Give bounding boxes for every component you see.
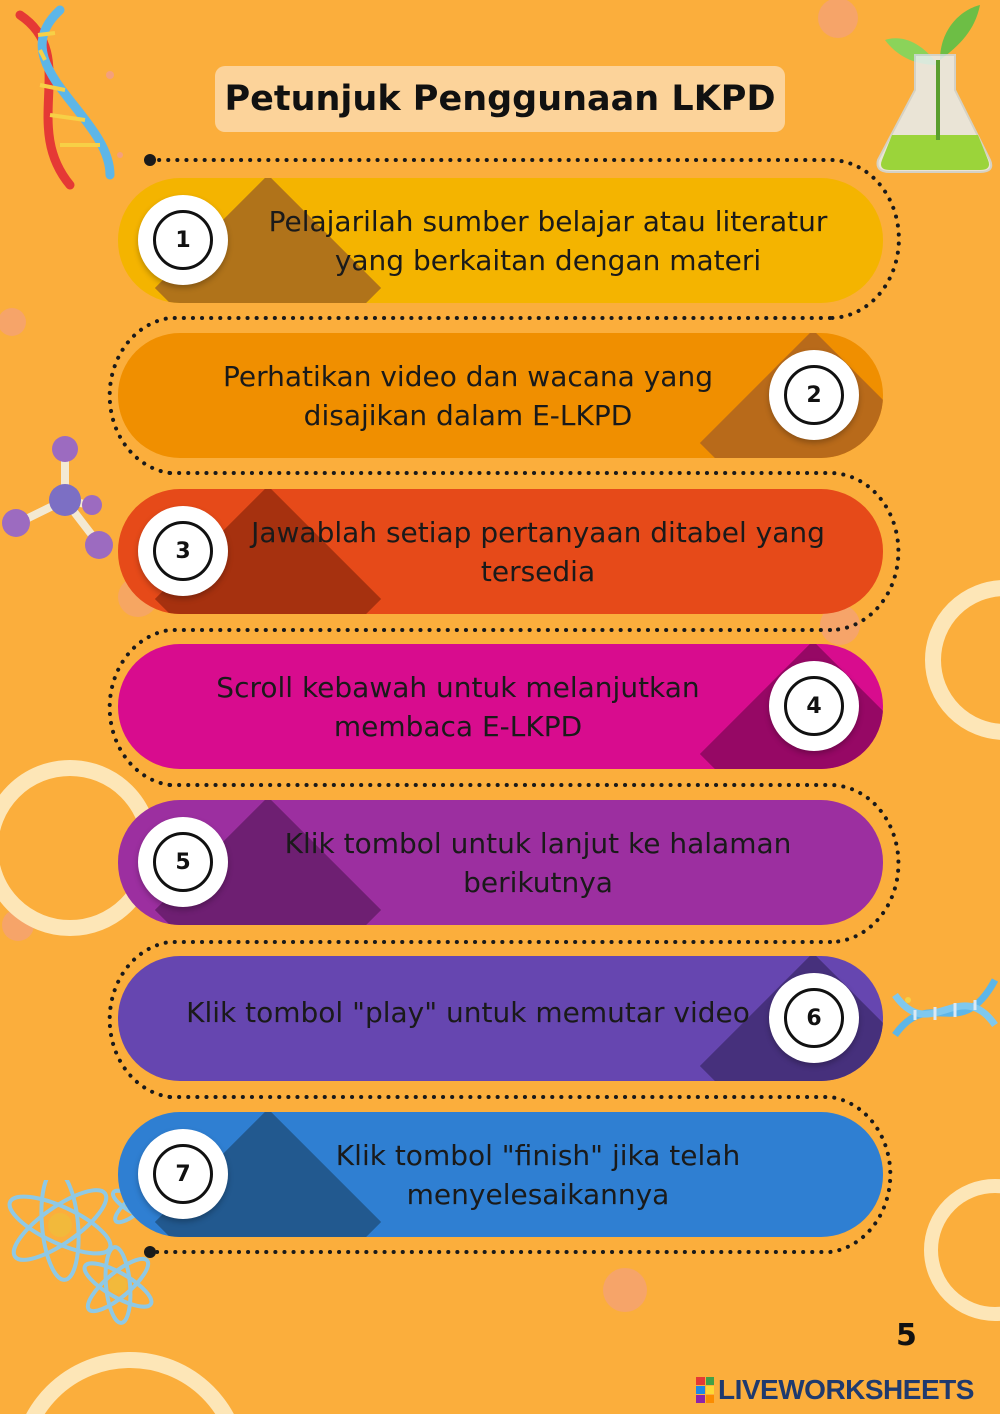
step-number: 4 [784,676,844,736]
step-number-badge [138,195,228,285]
page-title: Petunjuk Penggunaan LKPD [215,66,785,132]
step-3 [118,489,883,614]
step-text: Klik tombol untuk lanjut ke halaman berikutnya [284,826,792,899]
liveworksheets-brand [696,1374,974,1406]
step-number: 1 [153,210,213,270]
step-text: Jawablah setiap pertanyaan ditabel yang tersedia [251,515,825,588]
step-number-badge [138,817,228,907]
step-text: Scroll kebawah untuk melanjutkan membaca E-LKPD [216,670,700,743]
step-number: 3 [153,521,213,581]
step-number-badge [769,350,859,440]
step-text: Klik tombol "play" untuk memutar video [186,996,750,1029]
page-number: 5 [896,1318,917,1353]
step-4 [118,644,883,769]
step-number-badge [138,506,228,596]
step-text: Perhatikan video dan wacana yang disajikan dalam E-LKPD [223,359,713,432]
step-text: Klik tombol "finish" jika telah menyelesaikannya [335,1138,741,1211]
step-number-badge [769,973,859,1063]
step-5 [118,800,883,925]
step-2 [118,333,883,458]
step-number: 6 [784,988,844,1048]
step-number: 7 [153,1144,213,1204]
step-6 [118,956,883,1081]
step-number-badge [138,1129,228,1219]
step-1 [118,178,883,303]
step-7 [118,1112,883,1237]
step-number: 5 [153,832,213,892]
step-text: Pelajarilah sumber belajar atau literatur yang berkaitan dengan materi [268,204,828,277]
brand-text: LIVEWORKSHEETS [718,1374,974,1405]
liveworksheets-logo-icon [696,1377,714,1403]
step-number-badge [769,661,859,751]
step-number: 2 [784,365,844,425]
